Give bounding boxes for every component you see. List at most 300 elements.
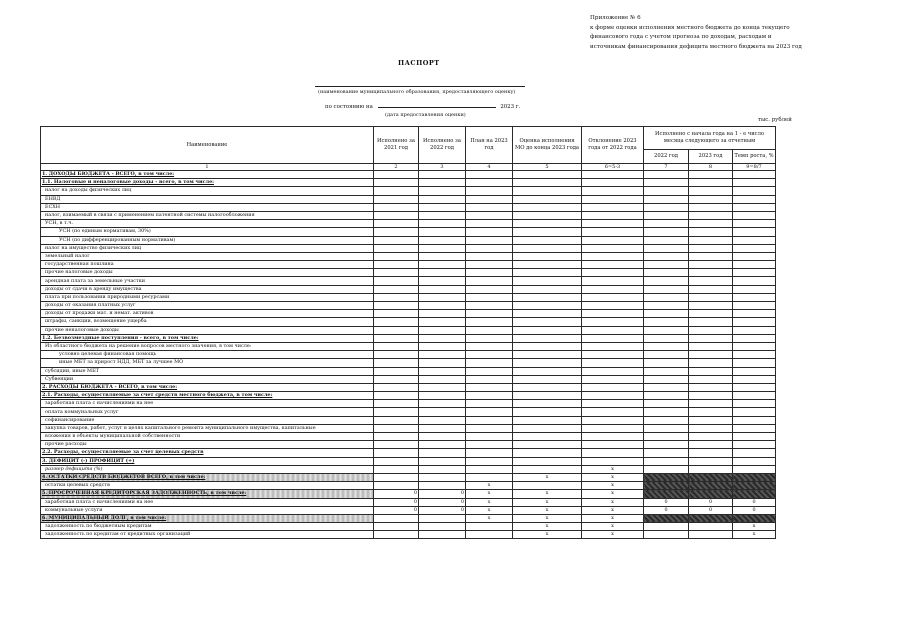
column-number: 7	[644, 164, 689, 171]
value-cell	[374, 195, 419, 203]
value-cell	[582, 342, 644, 350]
table-row	[41, 310, 776, 318]
value-cell	[582, 383, 644, 391]
column-number: 3	[419, 164, 466, 171]
row-label: прочие неналоговые доходы	[41, 326, 374, 334]
value-cell	[466, 367, 513, 375]
value-cell	[582, 375, 644, 383]
table-row	[41, 277, 776, 285]
value-cell	[689, 211, 733, 219]
row-label: Субвенции	[41, 375, 374, 383]
value-cell	[689, 441, 733, 449]
value-cell	[513, 302, 582, 310]
value-cell	[374, 318, 419, 326]
value-cell	[513, 211, 582, 219]
value-cell	[689, 228, 733, 236]
value-cell	[644, 285, 689, 293]
value-cell	[466, 465, 513, 473]
value-cell	[689, 244, 733, 252]
value-cell	[689, 179, 733, 187]
value-cell	[689, 334, 733, 342]
value-cell	[513, 482, 582, 490]
value-cell	[733, 375, 776, 383]
value-cell	[733, 277, 776, 285]
table-row	[41, 220, 776, 228]
value-cell	[733, 326, 776, 334]
value-cell	[513, 220, 582, 228]
column-number: 4	[466, 164, 513, 171]
value-cell	[374, 408, 419, 416]
row-label: доходы от оказания платных услуг	[41, 302, 374, 310]
value-cell	[513, 171, 582, 179]
table-body	[41, 171, 776, 539]
value-cell	[466, 220, 513, 228]
as-of-line	[325, 104, 520, 110]
row-label: УСН, в т.ч.	[41, 220, 374, 228]
value-cell	[419, 449, 466, 457]
value-cell: x	[582, 514, 644, 522]
value-cell: x	[466, 482, 513, 490]
value-cell	[582, 441, 644, 449]
value-cell	[419, 514, 466, 522]
table-row	[41, 531, 776, 539]
value-cell	[419, 408, 466, 416]
value-cell	[689, 367, 733, 375]
value-cell	[374, 252, 419, 260]
column-number: 9=8/7	[733, 164, 776, 171]
value-cell	[374, 187, 419, 195]
value-cell	[644, 375, 689, 383]
table-row	[41, 293, 776, 301]
header-name: Наименование	[41, 127, 374, 164]
value-cell	[644, 514, 689, 522]
value-cell	[582, 400, 644, 408]
value-cell	[644, 195, 689, 203]
value-cell	[689, 400, 733, 408]
value-cell	[689, 285, 733, 293]
value-cell	[689, 269, 733, 277]
value-cell	[419, 195, 466, 203]
value-cell	[466, 318, 513, 326]
value-cell	[689, 359, 733, 367]
row-label: оплата коммунальных услуг	[41, 408, 374, 416]
table-row	[41, 424, 776, 432]
value-cell	[513, 392, 582, 400]
value-cell	[513, 285, 582, 293]
value-cell	[644, 465, 689, 473]
value-cell	[582, 359, 644, 367]
value-cell	[419, 441, 466, 449]
value-cell	[689, 523, 733, 531]
value-cell	[466, 375, 513, 383]
value-cell	[419, 318, 466, 326]
value-cell: 0	[733, 498, 776, 506]
value-cell	[419, 228, 466, 236]
value-cell	[644, 326, 689, 334]
value-cell	[733, 236, 776, 244]
value-cell	[733, 383, 776, 391]
header-estimate: Оценка исполнения МО до конца 2023 года	[513, 127, 582, 164]
value-cell	[689, 473, 733, 481]
value-cell	[582, 277, 644, 285]
value-cell	[644, 252, 689, 260]
row-label: земельный налог	[41, 252, 374, 260]
value-cell	[644, 203, 689, 211]
value-cell	[374, 277, 419, 285]
value-cell	[689, 392, 733, 400]
value-cell	[374, 457, 419, 465]
value-cell	[466, 228, 513, 236]
value-cell	[513, 228, 582, 236]
value-cell	[733, 482, 776, 490]
value-cell	[644, 211, 689, 219]
value-cell	[419, 531, 466, 539]
row-label: 2. РАСХОДЫ БЮДЖЕТА - ВСЕГО, в том числе:	[41, 383, 374, 391]
appendix-note	[590, 14, 802, 52]
value-cell	[733, 441, 776, 449]
value-cell	[689, 351, 733, 359]
value-cell	[466, 261, 513, 269]
value-cell	[644, 473, 689, 481]
value-cell	[689, 171, 733, 179]
value-cell: 0	[374, 498, 419, 506]
value-cell	[689, 490, 733, 498]
value-cell: x	[582, 523, 644, 531]
value-cell: x	[513, 523, 582, 531]
value-cell	[513, 310, 582, 318]
value-cell	[644, 416, 689, 424]
value-cell	[419, 261, 466, 269]
value-cell: x	[513, 490, 582, 498]
value-cell	[513, 342, 582, 350]
appendix-line: к форме оценки исполнения местного бюджета до конца текущего	[590, 24, 790, 31]
value-cell	[466, 400, 513, 408]
table-row	[41, 187, 776, 195]
row-label: арендная плата за земельные участки	[41, 277, 374, 285]
value-cell	[582, 318, 644, 326]
value-cell	[419, 203, 466, 211]
header-plan-2023: План на 2023 год	[466, 127, 513, 164]
header-exec-2021: Исполнено за 2021 год	[374, 127, 419, 164]
value-cell	[644, 334, 689, 342]
table-row	[41, 351, 776, 359]
value-cell	[733, 179, 776, 187]
value-cell	[374, 310, 419, 318]
value-cell	[733, 359, 776, 367]
row-label: закупка товаров, работ, услуг в целях капитального ремонта муниципального имущества, капитальные	[41, 424, 374, 432]
table-row	[41, 449, 776, 457]
value-cell	[689, 375, 733, 383]
value-cell	[582, 179, 644, 187]
value-cell	[374, 244, 419, 252]
header-ytd-group: Исполнено с начала года на 1 - е число месяца следующего за отчетным	[644, 127, 776, 150]
value-cell	[466, 441, 513, 449]
value-cell	[582, 252, 644, 260]
value-cell: 0	[374, 490, 419, 498]
row-label: УСН (по единым нормативам, 30%)	[41, 228, 374, 236]
row-label: задолженность по бюджетным кредитам	[41, 523, 374, 531]
date-underline	[378, 107, 496, 108]
row-label: 5. ПРОСРОЧЕННАЯ КРЕДИТОРСКАЯ ЗАДОЛЖЕННОСТЬ, в том числе:	[41, 490, 374, 498]
value-cell	[374, 261, 419, 269]
table-row	[41, 236, 776, 244]
row-label: ЕСХН	[41, 203, 374, 211]
value-cell: x	[582, 473, 644, 481]
table-row	[41, 261, 776, 269]
value-cell	[582, 285, 644, 293]
value-cell	[419, 220, 466, 228]
value-cell: x	[582, 506, 644, 514]
value-cell	[513, 408, 582, 416]
value-cell	[733, 195, 776, 203]
value-cell	[644, 342, 689, 350]
value-cell	[419, 465, 466, 473]
value-cell	[733, 171, 776, 179]
row-label: налог на доходы физических лиц	[41, 187, 374, 195]
value-cell	[374, 400, 419, 408]
value-cell	[582, 310, 644, 318]
value-cell	[582, 220, 644, 228]
row-label: налог на имущество физических лиц	[41, 244, 374, 252]
value-cell	[689, 236, 733, 244]
value-cell	[644, 269, 689, 277]
value-cell	[466, 302, 513, 310]
value-cell	[466, 285, 513, 293]
value-cell	[513, 351, 582, 359]
header-ytd-2023: 2023 год	[689, 150, 733, 164]
value-cell	[419, 367, 466, 375]
value-cell	[513, 400, 582, 408]
row-label: Из областного бюджета на решение вопросов местного значения, в том числе:	[41, 342, 374, 350]
value-cell	[419, 236, 466, 244]
row-label: 1.2. Безвозмездные поступления - всего, в том числе:	[41, 334, 374, 342]
value-cell	[733, 334, 776, 342]
value-cell	[582, 269, 644, 277]
value-cell	[733, 318, 776, 326]
value-cell	[644, 318, 689, 326]
value-cell	[582, 351, 644, 359]
value-cell	[644, 302, 689, 310]
row-label: условно целевая финансовая помощь	[41, 351, 374, 359]
as-of-suffix: 2023 г.	[500, 104, 521, 110]
value-cell	[644, 523, 689, 531]
table-row	[41, 252, 776, 260]
table-row	[41, 302, 776, 310]
row-label: коммунальные услуги	[41, 506, 374, 514]
row-label: доходы от продажи мат. и немат. активов	[41, 310, 374, 318]
value-cell	[466, 326, 513, 334]
value-cell	[689, 531, 733, 539]
value-cell	[733, 473, 776, 481]
value-cell	[582, 236, 644, 244]
value-cell	[513, 195, 582, 203]
table-row	[41, 211, 776, 219]
value-cell	[419, 211, 466, 219]
value-cell	[733, 457, 776, 465]
value-cell	[733, 310, 776, 318]
value-cell	[374, 449, 419, 457]
column-number: 1	[41, 164, 374, 171]
value-cell	[689, 318, 733, 326]
municipality-caption: (наименование муниципального образования, предоставляющего оценку)	[318, 89, 516, 95]
row-label: УСН (по дифференцированным нормативам)	[41, 236, 374, 244]
row-label: задолженность по кредитам от кредитных организаций	[41, 531, 374, 539]
value-cell	[419, 293, 466, 301]
value-cell	[374, 179, 419, 187]
value-cell	[582, 187, 644, 195]
value-cell	[419, 359, 466, 367]
value-cell	[513, 326, 582, 334]
value-cell: x	[582, 490, 644, 498]
value-cell	[419, 473, 466, 481]
table-row	[41, 506, 776, 514]
value-cell	[466, 277, 513, 285]
row-label: доходы от сдачи в аренду имущества	[41, 285, 374, 293]
value-cell	[466, 531, 513, 539]
row-label: заработная плата с начислениями на нее	[41, 400, 374, 408]
table-row	[41, 326, 776, 334]
value-cell	[513, 441, 582, 449]
table-row	[41, 228, 776, 236]
value-cell	[513, 179, 582, 187]
value-cell	[733, 203, 776, 211]
value-cell	[582, 244, 644, 252]
value-cell	[689, 383, 733, 391]
value-cell	[644, 351, 689, 359]
table-row	[41, 359, 776, 367]
value-cell	[466, 187, 513, 195]
value-cell	[644, 408, 689, 416]
value-cell	[689, 195, 733, 203]
value-cell	[644, 367, 689, 375]
table-row	[41, 498, 776, 506]
value-cell: 0	[644, 506, 689, 514]
table-row	[41, 408, 776, 416]
column-number: 5	[513, 164, 582, 171]
row-label: субсидии, иные МБТ	[41, 367, 374, 375]
value-cell	[582, 261, 644, 269]
page-title: ПАСПОРТ	[398, 59, 440, 67]
value-cell	[466, 269, 513, 277]
value-cell: 0	[689, 506, 733, 514]
value-cell	[513, 244, 582, 252]
value-cell	[419, 326, 466, 334]
value-cell	[374, 269, 419, 277]
value-cell	[419, 302, 466, 310]
value-cell	[689, 408, 733, 416]
value-cell	[582, 326, 644, 334]
value-cell	[689, 187, 733, 195]
value-cell	[374, 334, 419, 342]
value-cell: 0	[419, 490, 466, 498]
value-cell	[374, 228, 419, 236]
value-cell	[513, 236, 582, 244]
value-cell	[419, 375, 466, 383]
value-cell	[582, 293, 644, 301]
value-cell	[582, 203, 644, 211]
value-cell	[644, 359, 689, 367]
value-cell	[689, 277, 733, 285]
value-cell	[466, 236, 513, 244]
table-row	[41, 269, 776, 277]
value-cell	[466, 449, 513, 457]
value-cell	[374, 211, 419, 219]
value-cell	[374, 473, 419, 481]
value-cell	[374, 514, 419, 522]
value-cell	[419, 269, 466, 277]
value-cell	[466, 408, 513, 416]
value-cell	[582, 424, 644, 432]
value-cell	[419, 334, 466, 342]
value-cell	[689, 302, 733, 310]
row-label: ЕНВД	[41, 195, 374, 203]
value-cell	[513, 465, 582, 473]
value-cell	[374, 383, 419, 391]
table-row	[41, 367, 776, 375]
row-label: государственная пошлина	[41, 261, 374, 269]
value-cell	[689, 433, 733, 441]
value-cell	[644, 220, 689, 228]
value-cell	[582, 195, 644, 203]
value-cell	[733, 392, 776, 400]
value-cell	[419, 277, 466, 285]
value-cell	[733, 424, 776, 432]
row-label: плата при пользовании природными ресурсами	[41, 293, 374, 301]
value-cell	[466, 351, 513, 359]
value-cell	[419, 383, 466, 391]
value-cell	[582, 433, 644, 441]
value-cell	[644, 490, 689, 498]
value-cell	[374, 375, 419, 383]
value-cell: x	[733, 523, 776, 531]
value-cell	[733, 351, 776, 359]
table-row	[41, 400, 776, 408]
value-cell	[513, 261, 582, 269]
row-label: 1. ДОХОДЫ БЮДЖЕТА - ВСЕГО, в том числе:	[41, 171, 374, 179]
value-cell	[644, 424, 689, 432]
value-cell	[419, 310, 466, 318]
row-label: 4. ОСТАТКИ СРЕДСТВ БЮДЖЕТОВ ВСЕГО, в том числе:	[41, 473, 374, 481]
passport-table	[40, 126, 776, 539]
row-label: вложения в объекты муниципальной собственности	[41, 433, 374, 441]
value-cell	[466, 523, 513, 531]
value-cell	[644, 449, 689, 457]
value-cell: 0	[374, 506, 419, 514]
value-cell	[733, 433, 776, 441]
table-row	[41, 171, 776, 179]
value-cell	[374, 359, 419, 367]
value-cell	[733, 293, 776, 301]
table-row	[41, 441, 776, 449]
value-cell	[733, 342, 776, 350]
value-cell	[419, 457, 466, 465]
value-cell	[513, 252, 582, 260]
value-cell	[419, 342, 466, 350]
value-cell	[644, 228, 689, 236]
header-growth: Темп роста, %	[733, 150, 776, 164]
appendix-line: источникам финансирования дефицита местного бюджета на 2023 год	[590, 43, 802, 50]
value-cell	[466, 433, 513, 441]
value-cell	[733, 252, 776, 260]
table-row	[41, 433, 776, 441]
value-cell	[374, 351, 419, 359]
value-cell	[374, 523, 419, 531]
row-label: налог, взимаемый в связи с применением патентной системы налогообложения	[41, 211, 374, 219]
row-label: штрафы, санкции, возмещение ущерба	[41, 318, 374, 326]
value-cell	[419, 416, 466, 424]
row-label: размер дефицита (%)	[41, 465, 374, 473]
value-cell	[733, 416, 776, 424]
